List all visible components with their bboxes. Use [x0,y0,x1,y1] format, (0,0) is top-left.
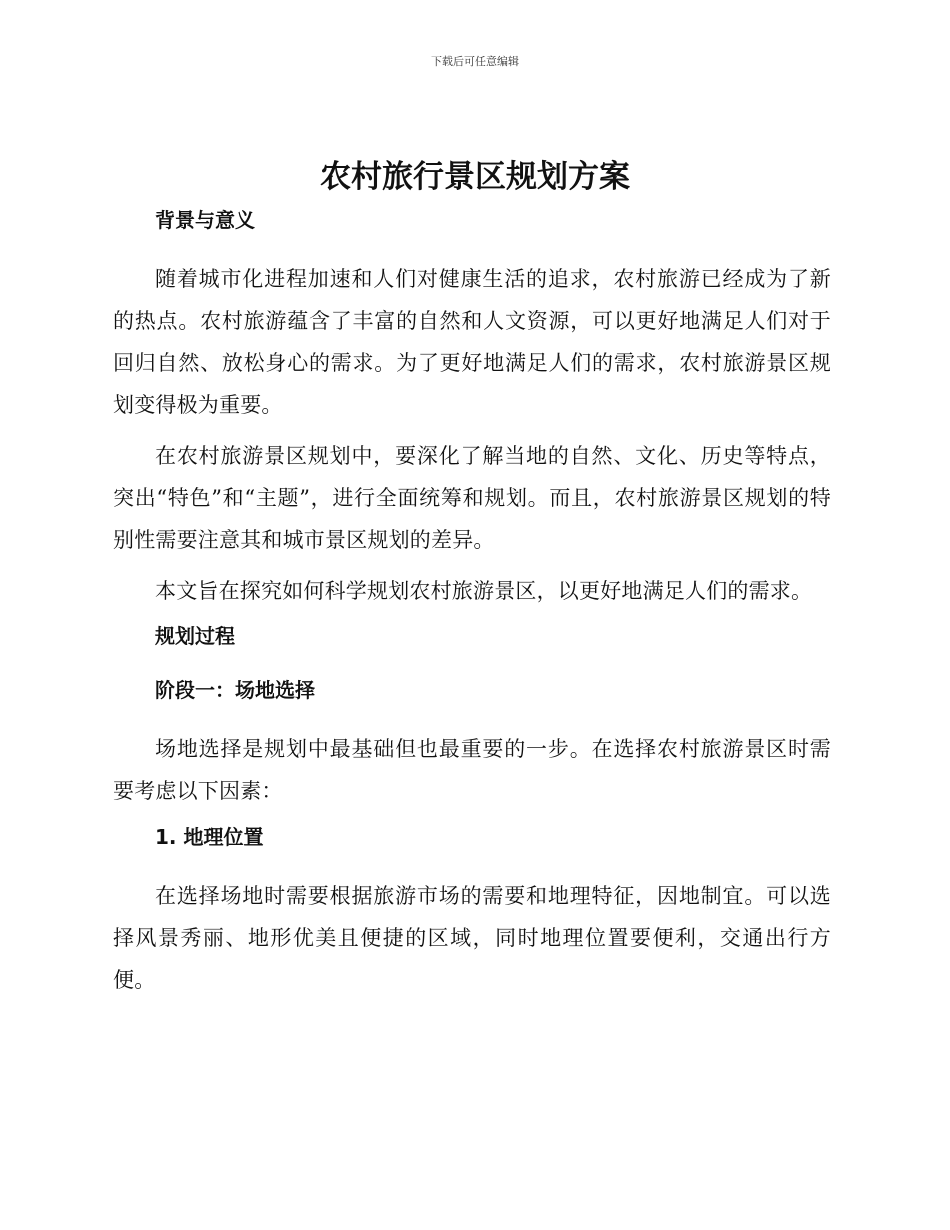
document-body [113,204,831,1010]
paragraph-4: 场地选择是规划中最基础但也最重要的一步。在选择农村旅游景区时需要考虑以下因素： [113,737,831,803]
paragraph-3: 本文旨在探究如何科学规划农村旅游景区，以更好地满足人们的需求。 [155,579,813,603]
section-heading-location: 1. 地理位置 [155,825,264,849]
section-heading-stage1: 阶段一：场地选择 [155,678,315,702]
section-heading-background: 背景与意义 [155,208,255,232]
paragraph-5: 在选择场地时需要根据旅游市场的需要和地理特征，因地制宜。可以选择风景秀丽、地形优美且便捷的区域，同时地理位置要便利，交通出行方便。 [113,884,831,992]
section-heading-process: 规划过程 [155,624,235,648]
paragraph-2: 在农村旅游景区规划中，要深化了解当地的自然、文化、历史等特点，突出“特色”和“主题”，进行全面统筹和规划。而且，农村旅游景区规划的特别性需要注意其和城市景区规划的差异。 [113,444,831,552]
paragraph-1: 随着城市化进程加速和人们对健康生活的追求，农村旅游已经成为了新的热点。农村旅游蕴含了丰富的自然和人文资源，可以更好地满足人们对于回归自然、放松身心的需求。为了更好地满足人们的需求，农村旅游景区规划变得极为重要。 [113,267,831,417]
document-title: 农村旅行景区规划方案 [320,159,630,195]
header-note: 下载后可任意编辑 [431,55,519,68]
